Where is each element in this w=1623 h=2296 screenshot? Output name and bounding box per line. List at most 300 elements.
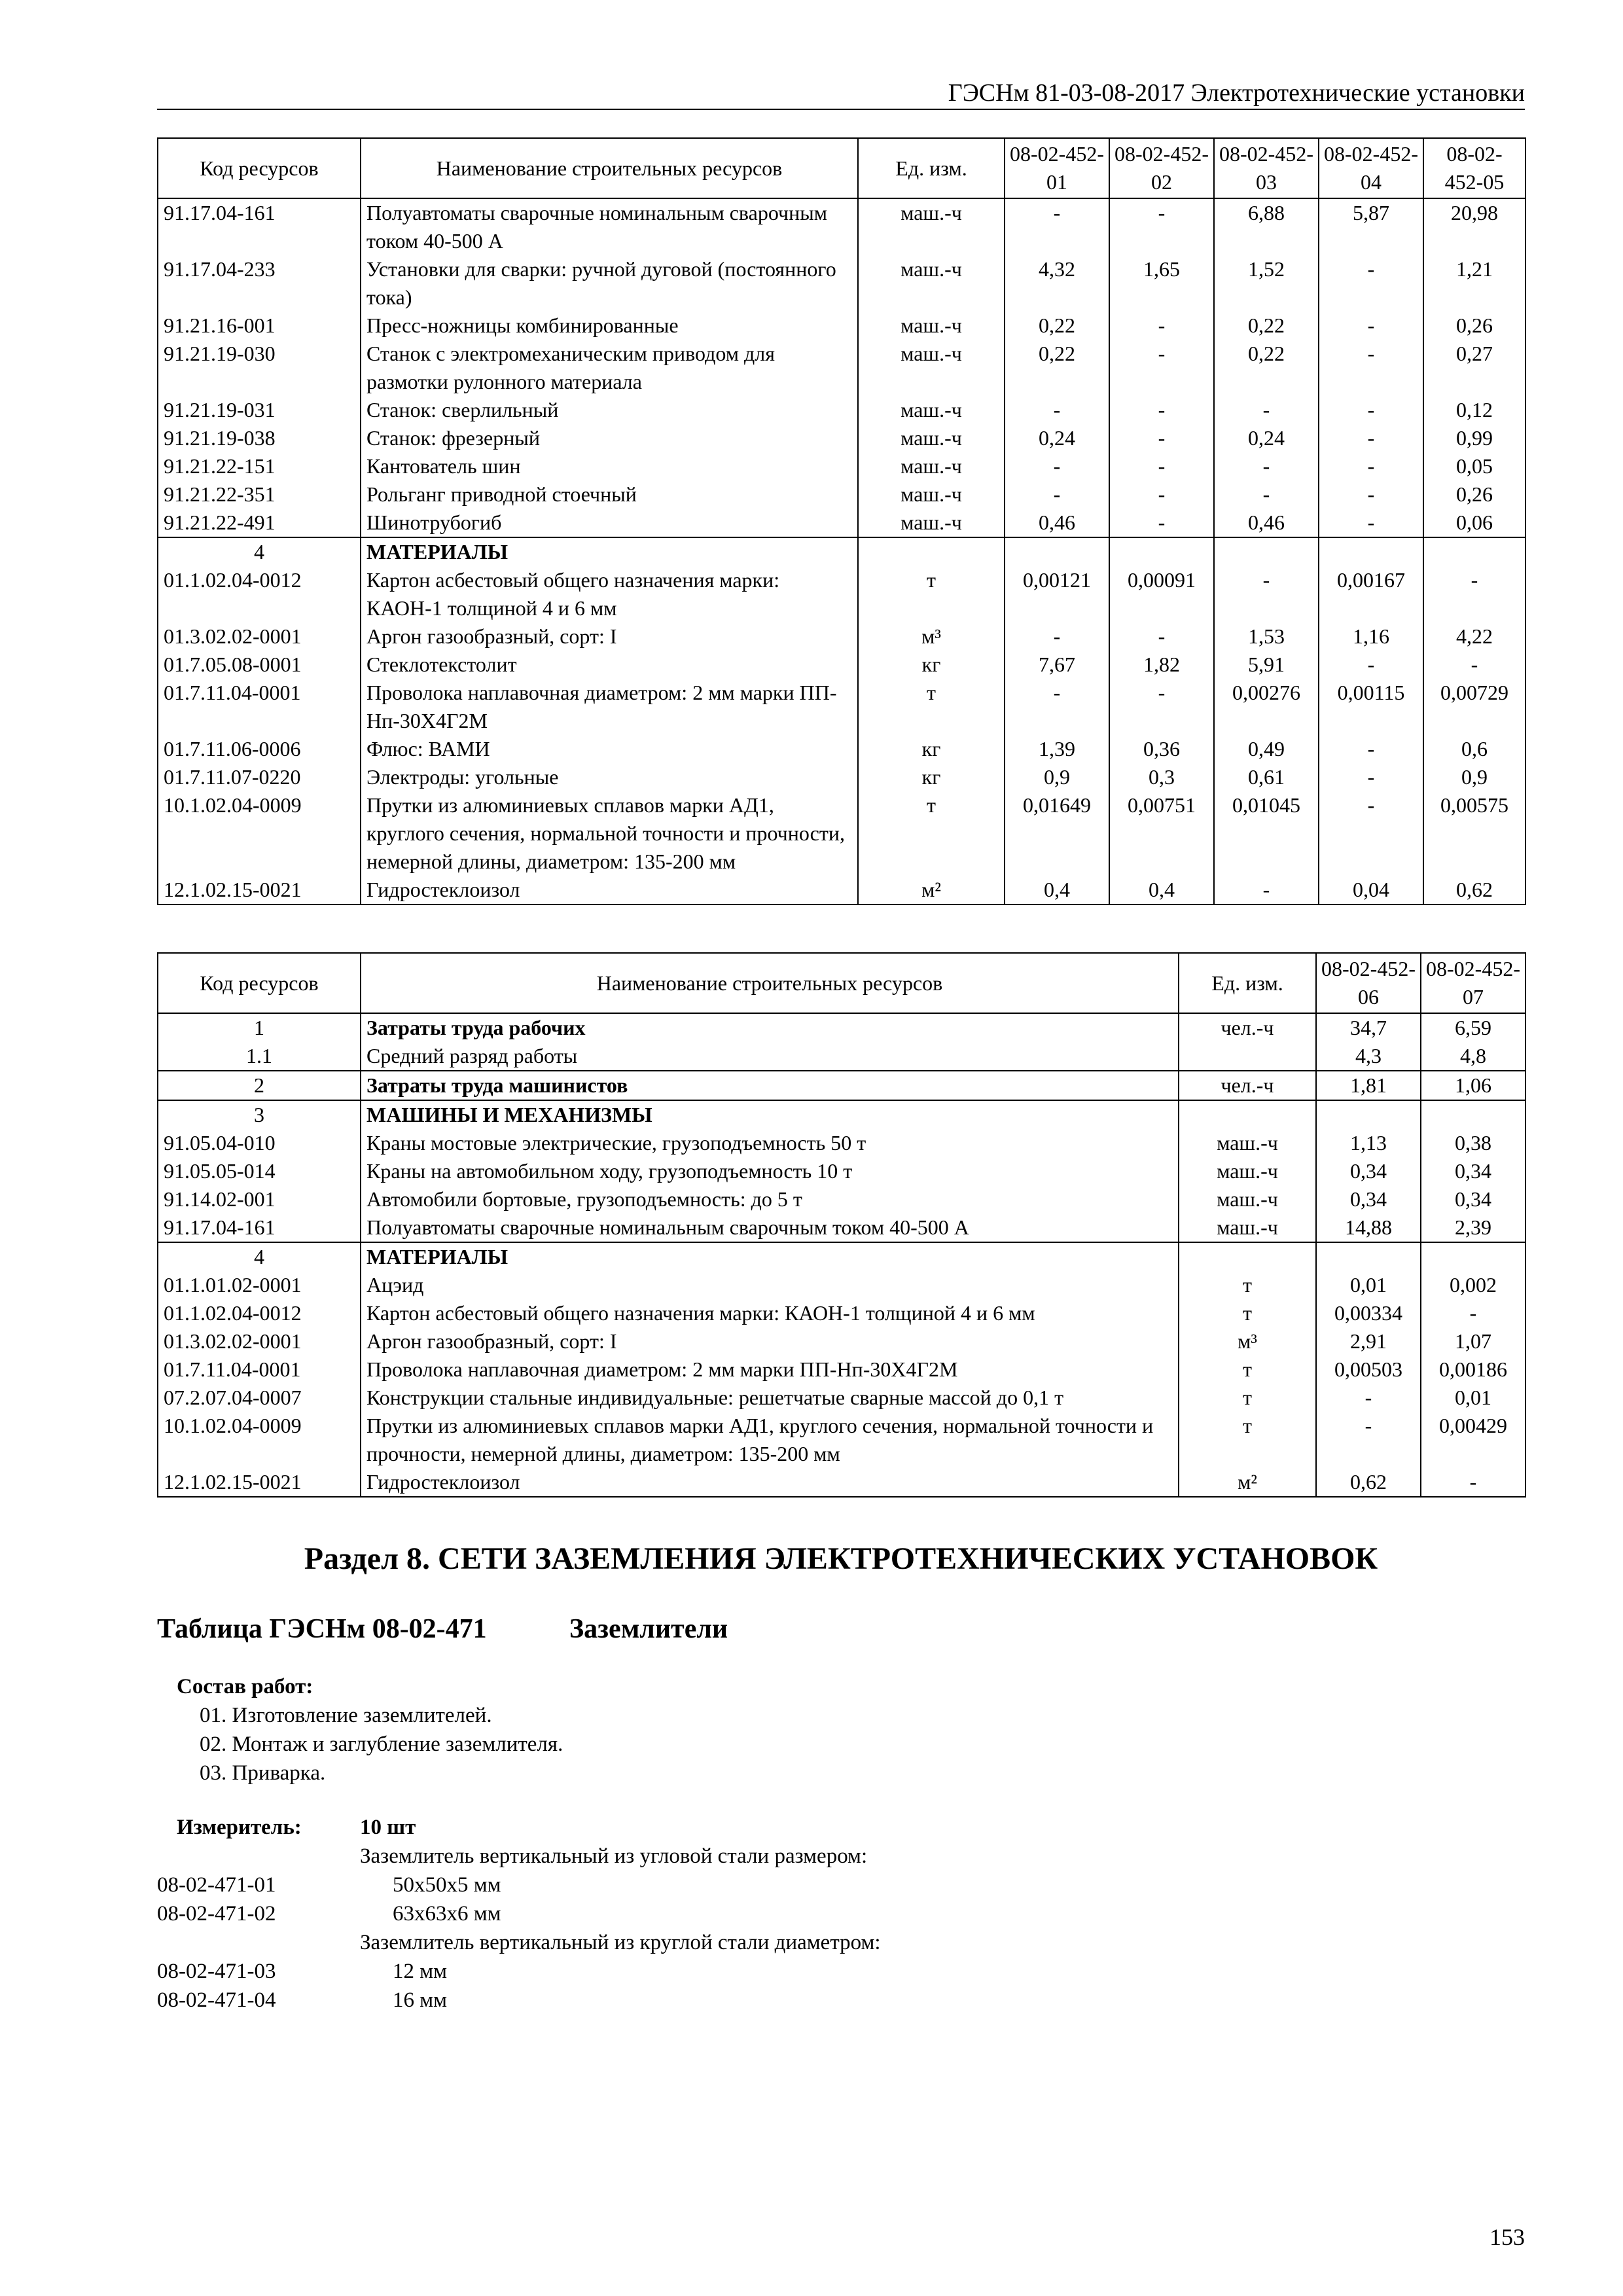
table-row: [158, 340, 1525, 396]
table-cell: -: [1109, 452, 1214, 480]
table-cell: 34,7: [1316, 1013, 1421, 1042]
table-cell: -: [1421, 1468, 1525, 1497]
table-cell: -: [1109, 312, 1214, 340]
table-cell: [1423, 537, 1525, 566]
table-cell: 0,27: [1423, 340, 1525, 396]
table-cell: Краны мостовые электрические, грузоподъемность 50 т: [361, 1129, 1179, 1157]
table-cell: 0,22: [1214, 340, 1319, 396]
table-cell: -: [1005, 622, 1109, 651]
table-cell: 1,07: [1421, 1327, 1525, 1355]
table-cell: -: [1214, 876, 1319, 905]
table-cell: 1.1: [158, 1042, 361, 1071]
table-cell: Пресс-ножницы комбинированные: [361, 312, 858, 340]
table-cell: маш.-ч: [858, 396, 1005, 424]
table-cell: 0,46: [1214, 509, 1319, 537]
table-cell: 5,91: [1214, 651, 1319, 679]
table-cell: 91.21.19-031: [158, 396, 361, 424]
table-row: [158, 1042, 1525, 1071]
table-cell: 12.1.02.15-0021: [158, 1468, 361, 1497]
table-cell: 6,59: [1421, 1013, 1525, 1042]
table-cell: -: [1423, 651, 1525, 679]
table-cell: маш.-ч: [1179, 1213, 1316, 1242]
resources-table-2: [157, 952, 1526, 1498]
table-cell: 1,82: [1109, 651, 1214, 679]
table-cell: -: [1319, 509, 1423, 537]
table-row: [158, 566, 1525, 622]
table-cell: кг: [858, 763, 1005, 791]
table-cell: Проволока наплавочная диаметром: 2 мм марки ПП-Нп-30Х4Г2М: [361, 679, 858, 735]
column-header: Код ресурсов: [158, 138, 361, 198]
works-item: 01. Изготовление заземлителей.: [200, 1704, 492, 1727]
table-cell: МАТЕРИАЛЫ: [361, 1242, 1179, 1271]
table-cell: 91.14.02-001: [158, 1185, 361, 1213]
table-cell: 4: [158, 537, 361, 566]
table-cell: -: [1214, 396, 1319, 424]
table-cell: [1179, 1042, 1316, 1071]
table-cell: 01.7.11.04-0001: [158, 1355, 361, 1384]
table-cell: -: [1319, 735, 1423, 763]
works-composition: [177, 1672, 563, 1787]
table-cell: 0,00334: [1316, 1299, 1421, 1327]
table-cell: Картон асбестовый общего назначения марки: КАОН-1 толщиной 4 и 6 мм: [361, 566, 858, 622]
meter-entry-text: Заземлитель вертикальный из угловой стали размером:: [360, 1844, 868, 1868]
table-row: [158, 424, 1525, 452]
table-cell: т: [1179, 1412, 1316, 1468]
table-cell: 0,6: [1423, 735, 1525, 763]
table-cell: 01.7.05.08-0001: [158, 651, 361, 679]
table-cell: т: [858, 791, 1005, 876]
table-cell: 6,88: [1214, 198, 1319, 255]
table-cell: Аргон газообразный, сорт: I: [361, 1327, 1179, 1355]
table-cell: 3: [158, 1100, 361, 1129]
table-cell: 91.17.04-161: [158, 1213, 361, 1242]
table-row: [158, 651, 1525, 679]
table-cell: -: [1109, 509, 1214, 537]
table-cell: т: [1179, 1355, 1316, 1384]
table-cell: 4,22: [1423, 622, 1525, 651]
table-row: [158, 1157, 1525, 1185]
table-cell: -: [1005, 480, 1109, 509]
column-header: 08-02-452-07: [1421, 953, 1525, 1013]
table-cell: 91.21.22-151: [158, 452, 361, 480]
table-cell: 91.17.04-233: [158, 255, 361, 312]
table-cell: 0,00121: [1005, 566, 1109, 622]
table-cell: [858, 537, 1005, 566]
column-header: 08-02-452-01: [1005, 138, 1109, 198]
table-cell: -: [1421, 1299, 1525, 1327]
table-row: [158, 876, 1525, 905]
table-cell: -: [1319, 480, 1423, 509]
table-cell: Картон асбестовый общего назначения марки: КАОН-1 толщиной 4 и 6 мм: [361, 1299, 1179, 1327]
table-cell: чел.-ч: [1179, 1013, 1316, 1042]
works-item: 03. Приварка.: [200, 1761, 326, 1785]
table-cell: -: [1319, 791, 1423, 876]
table-row: [158, 1355, 1525, 1384]
table-row: [158, 312, 1525, 340]
table-cell: 4,32: [1005, 255, 1109, 312]
table-cell: Полуавтоматы сварочные номинальным сварочным током 40-500 А: [361, 198, 858, 255]
table-cell: Рольганг приводной стоечный: [361, 480, 858, 509]
table-cell: т: [1179, 1299, 1316, 1327]
table-cell: м³: [858, 622, 1005, 651]
table-cell: Установки для сварки: ручной дуговой (постоянного тока): [361, 255, 858, 312]
table-cell: Стеклотекстолит: [361, 651, 858, 679]
table-cell: 0,01: [1316, 1271, 1421, 1299]
table-cell: 01.7.11.07-0220: [158, 763, 361, 791]
table-cell: 1,06: [1421, 1071, 1525, 1100]
table-cell: Средний разряд работы: [361, 1042, 1179, 1071]
header-rule: [157, 109, 1525, 110]
table-cell: 0,3: [1109, 763, 1214, 791]
table-cell: 0,22: [1005, 312, 1109, 340]
table-cell: [1179, 1242, 1316, 1271]
column-header: Наименование строительных ресурсов: [361, 953, 1179, 1013]
meter-row: [157, 1813, 881, 1842]
table-cell: 0,34: [1421, 1185, 1525, 1213]
table-cell: -: [1109, 424, 1214, 452]
table-cell: -: [1423, 566, 1525, 622]
table-cell: Проволока наплавочная диаметром: 2 мм марки ПП-Нп-30Х4Г2М: [361, 1355, 1179, 1384]
table-cell: 91.05.05-014: [158, 1157, 361, 1185]
table-cell: 0,34: [1316, 1157, 1421, 1185]
table-cell: 4: [158, 1242, 361, 1271]
table-cell: маш.-ч: [1179, 1129, 1316, 1157]
meter-block: [157, 1813, 881, 2015]
works-item: 02. Монтаж и заглубление заземлителя.: [200, 1732, 563, 1756]
column-header: 08-02-452-06: [1316, 953, 1421, 1013]
section-title: Раздел 8. СЕТИ ЗАЗЕМЛЕНИЯ ЭЛЕКТРОТЕХНИЧЕСКИХ УСТАНОВОК: [304, 1541, 1378, 1576]
table-cell: 91.17.04-161: [158, 198, 361, 255]
table-cell: 0,00575: [1423, 791, 1525, 876]
section-row: [158, 1071, 1525, 1100]
table-cell: 0,26: [1423, 480, 1525, 509]
table-cell: кг: [858, 735, 1005, 763]
table-cell: 01.1.02.04-0012: [158, 1299, 361, 1327]
table-cell: т: [858, 679, 1005, 735]
table-cell: чел.-ч: [1179, 1071, 1316, 1100]
table-cell: 0,12: [1423, 396, 1525, 424]
table-cell: 1,53: [1214, 622, 1319, 651]
table-cell: 1,39: [1005, 735, 1109, 763]
table-row: [158, 679, 1525, 735]
table-cell: т: [1179, 1271, 1316, 1299]
meter-entry-code: 08-02-471-04: [157, 1988, 276, 2012]
table-cell: маш.-ч: [858, 452, 1005, 480]
column-header: 08-02-452-04: [1319, 138, 1423, 198]
resources-table-1: [157, 137, 1526, 905]
table-cell: м²: [858, 876, 1005, 905]
table-cell: Затраты труда машинистов: [361, 1071, 1179, 1100]
table-cell: маш.-ч: [858, 340, 1005, 396]
table-cell: -: [1214, 566, 1319, 622]
table-cell: т: [1179, 1384, 1316, 1412]
table-cell: Прутки из алюминиевых сплавов марки АД1, круглого сечения, нормальной точности и прочности, немерной длины, диаметром: 135-200 мм: [361, 1412, 1179, 1468]
section-row: [158, 537, 1525, 566]
table-cell: [1214, 537, 1319, 566]
table-title-number: Таблица ГЭСНм 08-02-471: [157, 1614, 487, 1644]
meter-entry-code: 08-02-471-03: [157, 1960, 276, 1983]
table-row: [158, 1384, 1525, 1412]
table-cell: 01.3.02.02-0001: [158, 622, 361, 651]
table-row: [158, 452, 1525, 480]
works-heading: Состав работ:: [177, 1675, 313, 1698]
column-header: Ед. изм.: [1179, 953, 1316, 1013]
table-cell: Ацэид: [361, 1271, 1179, 1299]
table-cell: Автомобили бортовые, грузоподъемность: до 5 т: [361, 1185, 1179, 1213]
table-cell: 0,01: [1421, 1384, 1525, 1412]
section-row: [158, 1242, 1525, 1271]
table-cell: 0,00503: [1316, 1355, 1421, 1384]
meter-entry: [157, 1986, 881, 2015]
table-cell: 0,00115: [1319, 679, 1423, 735]
table-cell: -: [1214, 480, 1319, 509]
table-cell: 0,34: [1316, 1185, 1421, 1213]
table-cell: 1,81: [1316, 1071, 1421, 1100]
table-cell: -: [1319, 651, 1423, 679]
table-cell: 10.1.02.04-0009: [158, 791, 361, 876]
table-cell: -: [1109, 679, 1214, 735]
table-row: [158, 1327, 1525, 1355]
table-cell: -: [1319, 763, 1423, 791]
running-header: ГЭСНм 81-03-08-2017 Электротехнические установки: [948, 79, 1525, 107]
table-cell: Гидростеклоизол: [361, 1468, 1179, 1497]
table-cell: Краны на автомобильном ходу, грузоподъемность 10 т: [361, 1157, 1179, 1185]
table-cell: 0,61: [1214, 763, 1319, 791]
table-cell: [1421, 1242, 1525, 1271]
table-row: [158, 1468, 1525, 1497]
table-cell: 5,87: [1319, 198, 1423, 255]
table-cell: [1179, 1100, 1316, 1129]
table-cell: 0,49: [1214, 735, 1319, 763]
table-row: [158, 1412, 1525, 1468]
meter-entry-code: [157, 1928, 360, 1957]
table-cell: [1316, 1242, 1421, 1271]
meter-entry: [157, 1957, 881, 1986]
table-cell: -: [1319, 255, 1423, 312]
table-cell: [1316, 1100, 1421, 1129]
table-cell: 2,39: [1421, 1213, 1525, 1242]
table-cell: 20,98: [1423, 198, 1525, 255]
table-header-row: [158, 953, 1525, 1013]
table-cell: 0,4: [1005, 876, 1109, 905]
table-cell: Конструкции стальные индивидуальные: решетчатые сварные массой до 0,1 т: [361, 1384, 1179, 1412]
table-row: [158, 396, 1525, 424]
table-cell: 0,26: [1423, 312, 1525, 340]
table-cell: кг: [858, 651, 1005, 679]
table-cell: 91.21.19-038: [158, 424, 361, 452]
table-cell: 0,00186: [1421, 1355, 1525, 1384]
table-cell: 0,22: [1005, 340, 1109, 396]
table-cell: маш.-ч: [858, 480, 1005, 509]
column-header: 08-02-452-05: [1423, 138, 1525, 198]
table-cell: маш.-ч: [858, 424, 1005, 452]
table-row: [158, 255, 1525, 312]
table-cell: -: [1316, 1412, 1421, 1468]
table-cell: -: [1109, 480, 1214, 509]
table-cell: 0,00167: [1319, 566, 1423, 622]
table-cell: МАТЕРИАЛЫ: [361, 537, 858, 566]
meter-entry-code: [157, 1842, 360, 1871]
table-cell: 7,67: [1005, 651, 1109, 679]
table-cell: м³: [1179, 1327, 1316, 1355]
table-cell: 0,36: [1109, 735, 1214, 763]
table-title: [157, 1611, 728, 1647]
table-cell: т: [858, 566, 1005, 622]
meter-entry-text: 50х50х5 мм: [393, 1873, 501, 1897]
table-cell: 01.1.01.02-0001: [158, 1271, 361, 1299]
table-cell: [1319, 537, 1423, 566]
table-cell: 4,3: [1316, 1042, 1421, 1071]
table-cell: -: [1109, 622, 1214, 651]
table-cell: -: [1319, 452, 1423, 480]
meter-entry-text: Заземлитель вертикальный из круглой стали диаметром:: [360, 1931, 881, 1954]
column-header: 08-02-452-03: [1214, 138, 1319, 198]
table-cell: 01.7.11.06-0006: [158, 735, 361, 763]
table-cell: 91.21.22-491: [158, 509, 361, 537]
table-row: [158, 1185, 1525, 1213]
table-cell: -: [1005, 679, 1109, 735]
table-cell: маш.-ч: [858, 255, 1005, 312]
meter-entry-code: 08-02-471-02: [157, 1902, 276, 1926]
table-cell: 01.7.11.04-0001: [158, 679, 361, 735]
table-cell: 07.2.07.04-0007: [158, 1384, 361, 1412]
table-cell: 1,13: [1316, 1129, 1421, 1157]
table-cell: 0,00091: [1109, 566, 1214, 622]
table-cell: Прутки из алюминиевых сплавов марки АД1, круглого сечения, нормальной точности и прочности, немерной длины, диаметром: 135-200 мм: [361, 791, 858, 876]
table-cell: маш.-ч: [858, 312, 1005, 340]
table-cell: м²: [1179, 1468, 1316, 1497]
table-cell: 4,8: [1421, 1042, 1525, 1071]
section-row: [158, 1100, 1525, 1129]
table-cell: маш.-ч: [1179, 1157, 1316, 1185]
table-row: [158, 622, 1525, 651]
table-cell: 0,34: [1421, 1157, 1525, 1185]
table-cell: 0,4: [1109, 876, 1214, 905]
meter-entry: [157, 1928, 881, 1957]
table-row: [158, 1129, 1525, 1157]
table-cell: 0,00429: [1421, 1412, 1525, 1468]
table-cell: 0,9: [1005, 763, 1109, 791]
table-cell: 0,24: [1214, 424, 1319, 452]
table-cell: 91.21.16-001: [158, 312, 361, 340]
table-cell: 0,00276: [1214, 679, 1319, 735]
table-cell: маш.-ч: [858, 509, 1005, 537]
table-cell: 0,01045: [1214, 791, 1319, 876]
table-cell: -: [1109, 198, 1214, 255]
table-title-name: Заземлители: [569, 1614, 728, 1644]
table-cell: Гидростеклоизол: [361, 876, 858, 905]
table-cell: 01.1.02.04-0012: [158, 566, 361, 622]
table-cell: Полуавтоматы сварочные номинальным сварочным током 40-500 А: [361, 1213, 1179, 1242]
table-cell: 0,99: [1423, 424, 1525, 452]
table-cell: 0,24: [1005, 424, 1109, 452]
table-cell: маш.-ч: [1179, 1185, 1316, 1213]
table-cell: 0,46: [1005, 509, 1109, 537]
table-cell: 0,002: [1421, 1271, 1525, 1299]
meter-entry: [157, 1871, 881, 1899]
table-cell: 12.1.02.15-0021: [158, 876, 361, 905]
table-cell: 0,9: [1423, 763, 1525, 791]
column-header: Ед. изм.: [858, 138, 1005, 198]
table-cell: -: [1109, 340, 1214, 396]
table-cell: Станок: сверлильный: [361, 396, 858, 424]
table-cell: [1005, 537, 1109, 566]
table-header-row: [158, 138, 1525, 198]
meter-entry-text: 12 мм: [393, 1960, 448, 1983]
table-cell: -: [1316, 1384, 1421, 1412]
table-cell: -: [1005, 396, 1109, 424]
table-cell: 14,88: [1316, 1213, 1421, 1242]
table-row: [158, 1213, 1525, 1242]
table-cell: Станок с электромеханическим приводом для размотки рулонного материала: [361, 340, 858, 396]
table-cell: 0,01649: [1005, 791, 1109, 876]
table-cell: 1,16: [1319, 622, 1423, 651]
table-row: [158, 198, 1525, 255]
table-cell: Кантователь шин: [361, 452, 858, 480]
table-cell: -: [1319, 312, 1423, 340]
table-cell: -: [1319, 340, 1423, 396]
table-cell: МАШИНЫ И МЕХАНИЗМЫ: [361, 1100, 1179, 1129]
table-row: [158, 791, 1525, 876]
table-cell: [1421, 1100, 1525, 1129]
table-cell: 0,05: [1423, 452, 1525, 480]
table-cell: 0,04: [1319, 876, 1423, 905]
table-cell: Шинотрубогиб: [361, 509, 858, 537]
meter-entry-code: 08-02-471-01: [157, 1873, 276, 1897]
table-cell: 2,91: [1316, 1327, 1421, 1355]
column-header: Наименование строительных ресурсов: [361, 138, 858, 198]
table-cell: 0,06: [1423, 509, 1525, 537]
table-cell: Затраты труда рабочих: [361, 1013, 1179, 1042]
table-row: [158, 735, 1525, 763]
meter-value: 10 шт: [360, 1816, 416, 1839]
table-cell: 91.05.04-010: [158, 1129, 361, 1157]
section-row: [158, 1013, 1525, 1042]
table-cell: Станок: фрезерный: [361, 424, 858, 452]
meter-label: Измеритель:: [177, 1816, 302, 1839]
table-cell: 0,62: [1423, 876, 1525, 905]
page-number: 153: [1489, 2224, 1525, 2250]
table-cell: 1,52: [1214, 255, 1319, 312]
column-header: Код ресурсов: [158, 953, 361, 1013]
meter-entry: [157, 1899, 881, 1928]
table-cell: 0,00751: [1109, 791, 1214, 876]
table-cell: Аргон газообразный, сорт: I: [361, 622, 858, 651]
meter-entry-text: 16 мм: [393, 1988, 448, 2012]
table-cell: 1: [158, 1013, 361, 1042]
table-cell: -: [1109, 396, 1214, 424]
table-cell: Электроды: угольные: [361, 763, 858, 791]
table-cell: 10.1.02.04-0009: [158, 1412, 361, 1468]
table-row: [158, 509, 1525, 537]
table-cell: 1,65: [1109, 255, 1214, 312]
table-cell: 91.21.22-351: [158, 480, 361, 509]
table-row: [158, 763, 1525, 791]
table-row: [158, 480, 1525, 509]
table-cell: -: [1214, 452, 1319, 480]
table-cell: маш.-ч: [858, 198, 1005, 255]
table-cell: 2: [158, 1071, 361, 1100]
table-cell: 91.21.19-030: [158, 340, 361, 396]
table-cell: -: [1319, 424, 1423, 452]
table-cell: -: [1005, 198, 1109, 255]
table-cell: [1109, 537, 1214, 566]
table-cell: -: [1005, 452, 1109, 480]
table-row: [158, 1299, 1525, 1327]
table-cell: 0,62: [1316, 1468, 1421, 1497]
table-cell: 0,22: [1214, 312, 1319, 340]
meter-entry-text: 63х63х6 мм: [393, 1902, 501, 1926]
